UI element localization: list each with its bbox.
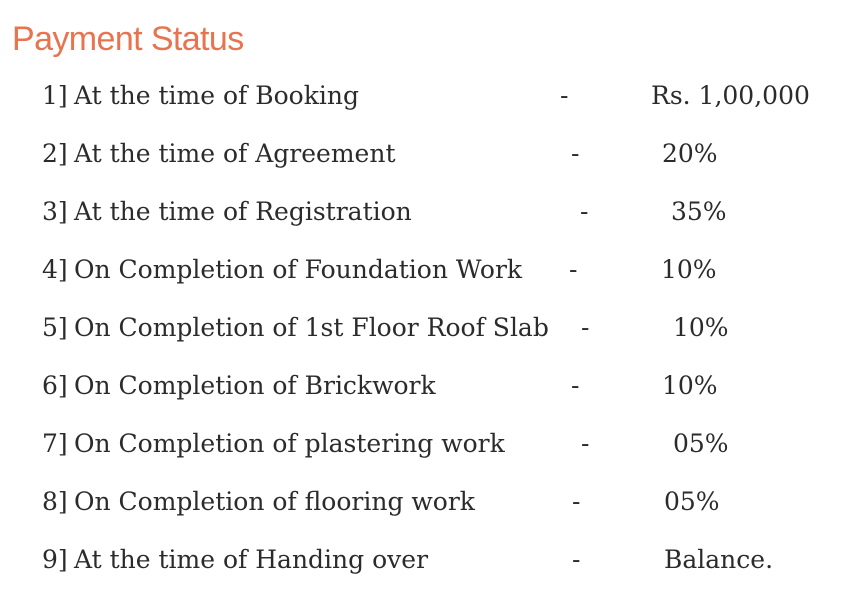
payment-row: [0, 252, 864, 310]
row-value: 05%: [673, 429, 729, 458]
row-number: 5]: [42, 313, 68, 342]
row-number: 4]: [42, 255, 68, 284]
row-label: On Completion of Foundation Work: [74, 255, 523, 284]
row-number: 1]: [42, 81, 68, 110]
row-separator: -: [572, 545, 581, 574]
row-value: 10%: [662, 371, 718, 400]
payment-row: [0, 542, 864, 600]
row-separator: -: [581, 429, 590, 458]
row-number: 3]: [42, 197, 68, 226]
row-number: 2]: [42, 139, 68, 168]
row-separator: -: [572, 487, 581, 516]
row-number: 8]: [42, 487, 68, 516]
row-separator: -: [560, 81, 569, 110]
row-value: 10%: [661, 255, 717, 284]
payment-row: [0, 78, 864, 136]
row-label: On Completion of 1st Floor Roof Slab: [74, 313, 549, 342]
row-value: 10%: [673, 313, 729, 342]
row-value: 05%: [664, 487, 720, 516]
row-label: At the time of Booking: [74, 81, 359, 110]
row-separator: -: [571, 139, 580, 168]
row-label: At the time of Agreement: [74, 139, 396, 168]
row-label: On Completion of plastering work: [74, 429, 505, 458]
row-label: At the time of Registration: [74, 197, 412, 226]
row-number: 7]: [42, 429, 68, 458]
payment-row: [0, 136, 864, 194]
row-separator: -: [571, 371, 580, 400]
row-separator: -: [581, 313, 590, 342]
row-label: At the time of Handing over: [74, 545, 429, 574]
row-separator: -: [569, 255, 578, 284]
row-label: On Completion of flooring work: [74, 487, 475, 516]
payment-row: [0, 484, 864, 542]
page-title: Payment Status: [12, 20, 244, 58]
payment-row: [0, 194, 864, 252]
row-value: Balance.: [664, 545, 774, 574]
row-value: 20%: [662, 139, 718, 168]
payment-row: [0, 426, 864, 484]
row-value: Rs. 1,00,000: [651, 81, 810, 110]
payment-row: [0, 368, 864, 426]
row-value: 35%: [671, 197, 727, 226]
row-label: On Completion of Brickwork: [74, 371, 436, 400]
row-number: 6]: [42, 371, 68, 400]
row-separator: -: [580, 197, 589, 226]
row-number: 9]: [42, 545, 68, 574]
payment-row: [0, 310, 864, 368]
